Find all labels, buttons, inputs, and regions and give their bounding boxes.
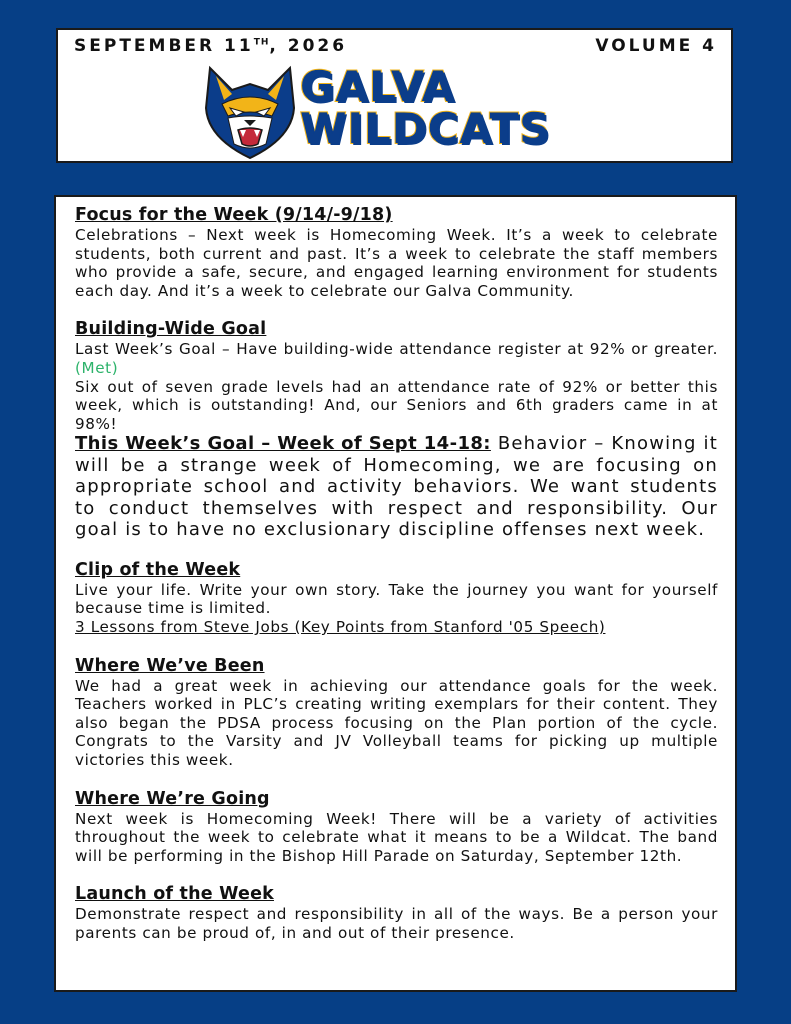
- newsletter-header: [56, 28, 733, 163]
- section-body: Celebrations – Next week is Homecoming Week. It’s a week to celebrate students, both current and past. It’s a week to celebrate the staff members who provide a safe, secure, and engaged learning environment for students each day. And it’s a week to celebrate our Galva Community.: [75, 226, 718, 300]
- logo-text-galva: GALVA: [300, 62, 456, 111]
- section-where-weve-been: [75, 656, 718, 770]
- section-body: Next week is Homecoming Week! There will be a variety of activities throughout the week to celebrate what it means to be a Wildcat. The band will be performing in the Bishop Hill Parade on Saturday, September 12th.: [75, 809, 718, 865]
- section-launch: [75, 884, 718, 942]
- section-building-goal: [75, 319, 718, 540]
- section-clip: [75, 560, 718, 637]
- steve-jobs-video-link[interactable]: 3 Lessons from Steve Jobs (Key Points from Stanford '05 Speech): [75, 618, 606, 637]
- this-week-goal-title: This Week’s Goal – Week of Sept 14-18:: [75, 433, 491, 455]
- met-badge: (Met): [75, 358, 119, 377]
- section-body: Six out of seven grade levels had an attendance rate of 92% or better this week, which is outstanding! And, our Seniors and 6th graders came in at 98%!: [75, 377, 718, 433]
- section-title: Where We’ve Been: [75, 655, 265, 676]
- section-title: Launch of the Week: [75, 884, 274, 905]
- this-week-goal: This Week’s Goal – Week of Sept 14-18: Behavior – Knowing it will be a strange week of Homecoming, we are focusing on appropriate school and activity behaviors. We want students to conduct themselves with respect and responsibility. Our goal is to have no exclusionary discipline offenses next week.: [75, 433, 718, 541]
- issue-volume: VOLUME 4: [595, 36, 717, 56]
- section-body: Live your life. Write your own story. Take the journey you want for yourself because time is limited.: [75, 580, 718, 618]
- section-where-were-going: [75, 789, 718, 866]
- issue-date: SEPTEMBER 11TH, 2026: [74, 36, 348, 56]
- logo-text-wildcats: WILDCATS: [300, 104, 551, 153]
- section-body: Demonstrate respect and responsibility in all of the ways. Be a person your parents can be proud of, in and out of their presence.: [75, 905, 718, 942]
- section-title: Focus for the Week (9/14/-9/18): [75, 205, 393, 225]
- section-body: We had a great week in achieving our attendance goals for the week. Teachers worked in PLC’s creating writing exemplars for their content. They also began the PDSA process focusing on the Plan portion of the cycle. Congrats to the Varsity and JV Volleyball teams for picking up multiple victories this week.: [75, 676, 718, 769]
- section-title: Building-Wide Goal: [75, 319, 267, 340]
- galva-wildcats-logo: [200, 60, 600, 160]
- section-title: Where We’re Going: [75, 788, 270, 809]
- wildcat-mascot-icon: [200, 60, 300, 160]
- newsletter-body: [54, 195, 737, 992]
- section-body: Last Week’s Goal – Have building-wide attendance register at 92% or greater. (Met): [75, 340, 718, 377]
- section-focus: [75, 205, 718, 300]
- section-title: Clip of the Week: [75, 559, 241, 580]
